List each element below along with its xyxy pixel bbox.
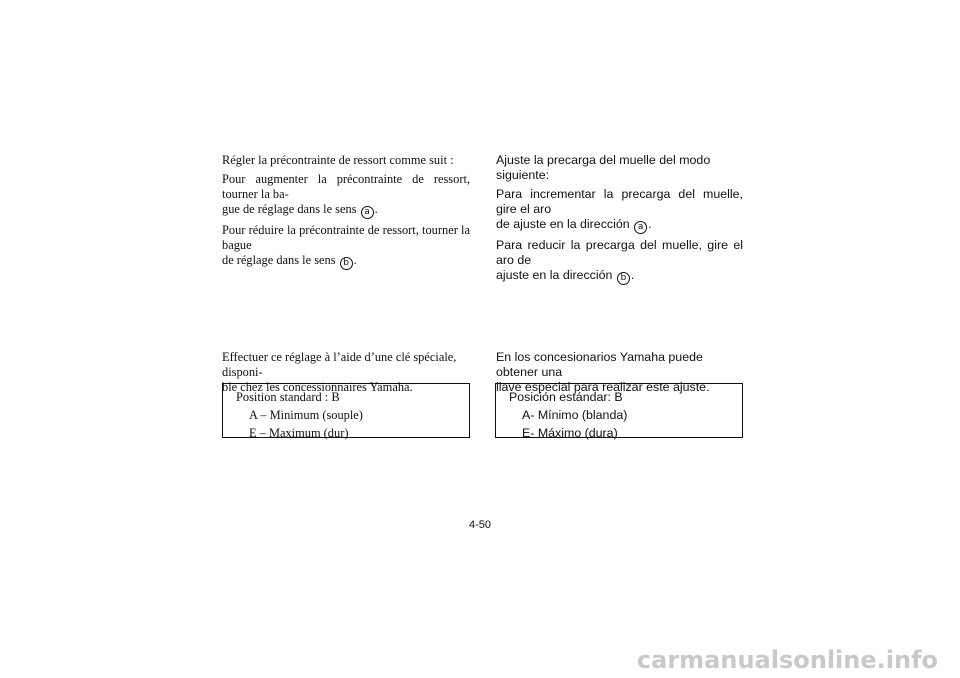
fr-increase-line2: gue de réglage dans le sens <box>222 202 357 216</box>
fr-spec-box <box>222 383 470 438</box>
es-increase-instruction <box>496 187 743 234</box>
page-number: 4-50 <box>468 519 492 531</box>
fr-decrease-line1: Pour réduire la précontrainte de ressort, tourner la bague <box>222 223 470 252</box>
es-increase-line1: Para incrementar la precarga del muelle, gire el aro <box>496 187 743 216</box>
spanish-column <box>496 153 743 289</box>
watermark: carmanualsonline.info <box>636 646 938 674</box>
es-decrease-line1: Para reducir la precarga del muelle, gire el aro de <box>496 238 743 267</box>
fr-tool-line2: ble chez les concessionnaires Yamaha. <box>222 380 413 394</box>
es-decrease-instruction <box>496 238 743 285</box>
fr-maximum: E – Maximum (dur) <box>249 426 349 440</box>
fr-decrease-instruction <box>222 223 470 270</box>
fr-decrease-line2: de réglage dans le sens <box>222 253 336 267</box>
fr-increase-instruction <box>222 172 470 219</box>
es-minimum: A- Mínimo (blanda) <box>522 408 628 422</box>
direction-b-marker: b <box>340 257 353 270</box>
es-tool-line1: En los concesionarios Yamaha puede obtener una <box>496 350 703 379</box>
period: . <box>630 268 635 282</box>
fr-intro: Régler la précontrainte de ressort comme suit : <box>222 153 454 167</box>
direction-a-marker: a <box>634 221 647 234</box>
direction-b-marker: b <box>617 272 630 285</box>
es-maximum: E- Máximo (dura) <box>522 426 618 440</box>
es-increase-line2: de ajuste en la dirección <box>496 217 630 231</box>
fr-increase-line1: Pour augmenter la précontrainte de ressort, tourner la ba- <box>222 172 470 201</box>
period: . <box>648 217 652 231</box>
period: . <box>374 202 378 216</box>
es-decrease-line2: ajuste en la dirección <box>496 268 613 282</box>
es-tool-line2: llave especial para realizar este ajuste. <box>496 380 710 394</box>
fr-minimum: A – Minimum (souple) <box>249 408 363 422</box>
es-standard-position: Posición estándar: B <box>509 390 623 404</box>
fr-tool-line1: Effectuer ce réglage à l’aide d’une clé spéciale, disponi- <box>222 350 457 379</box>
es-intro: Ajuste la precarga del muelle del modo siguiente: <box>496 153 711 182</box>
period: . <box>353 253 357 267</box>
direction-a-marker: a <box>361 206 374 219</box>
fr-standard-position: Position standard : B <box>236 390 340 404</box>
es-spec-box <box>495 383 743 438</box>
french-column <box>222 153 470 274</box>
